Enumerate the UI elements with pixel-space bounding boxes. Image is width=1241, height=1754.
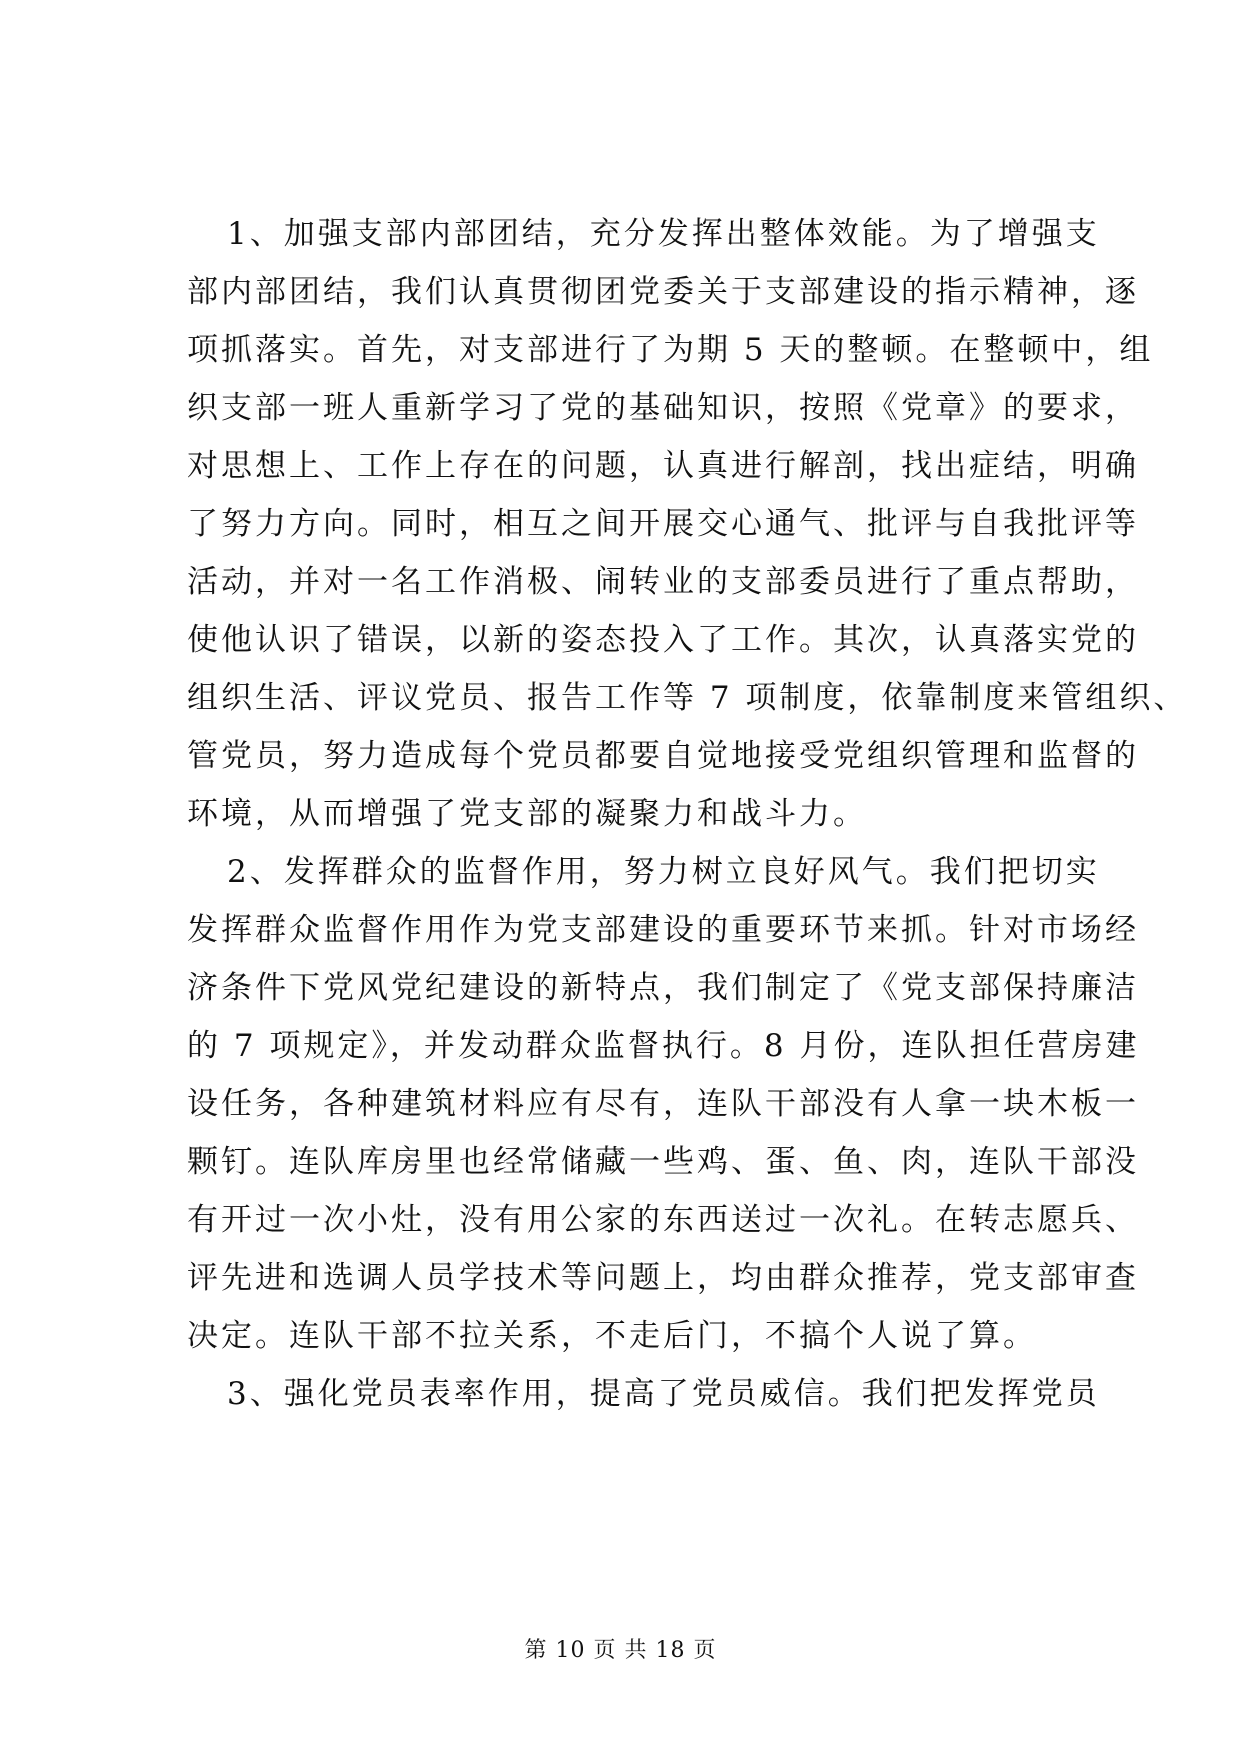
paragraph-2-line-8: 评先进和选调人员学技术等问题上，均由群众推荐，党支部审查 bbox=[187, 1260, 1139, 1296]
page-footer: 第 10 页 共 18 页 bbox=[524, 1638, 717, 1663]
paragraph-2-line-5: 设任务，各种建筑材料应有尽有，连队干部没有人拿一块木板一 bbox=[187, 1086, 1139, 1122]
paragraph-2-line-1: 2、发挥群众的监督作用，努力树立良好风气。我们把切实 bbox=[227, 854, 1100, 890]
paragraph-1-line-7: 活动，并对一名工作消极、闹转业的支部委员进行了重点帮助， bbox=[187, 564, 1139, 600]
paragraph-2-line-3: 济条件下党风党纪建设的新特点，我们制定了《党支部保持廉洁 bbox=[187, 970, 1139, 1006]
paragraph-1-line-3: 项抓落实。首先，对支部进行了为期 5 天的整顿。在整顿中，组 bbox=[187, 332, 1154, 368]
paragraph-3-line-1: 3、强化党员表率作用，提高了党员威信。我们把发挥党员 bbox=[227, 1376, 1100, 1412]
paragraph-2-line-9: 决定。连队干部不拉关系，不走后门，不搞个人说了算。 bbox=[187, 1318, 1037, 1354]
paragraph-1-line-4: 织支部一班人重新学习了党的基础知识，按照《党章》的要求， bbox=[187, 390, 1139, 426]
paragraph-1-line-5: 对思想上、工作上存在的问题，认真进行解剖，找出症结，明确 bbox=[187, 448, 1139, 484]
paragraph-2-line-7: 有开过一次小灶，没有用公家的东西送过一次礼。在转志愿兵、 bbox=[187, 1202, 1139, 1238]
paragraph-2-line-6: 颗钉。连队库房里也经常储藏一些鸡、蛋、鱼、肉，连队干部没 bbox=[187, 1144, 1139, 1180]
paragraph-1-line-1: 1、加强支部内部团结，充分发挥出整体效能。为了增强支 bbox=[227, 216, 1100, 252]
paragraph-1-line-9: 组织生活、评议党员、报告工作等 7 项制度，依靠制度来管组织、 bbox=[187, 680, 1188, 716]
paragraph-1-line-6: 了努力方向。同时，相互之间开展交心通气、批评与自我批评等 bbox=[187, 506, 1139, 542]
paragraph-1-line-11: 环境，从而增强了党支部的凝聚力和战斗力。 bbox=[187, 796, 867, 832]
paragraph-2-line-4: 的 7 项规定》，并发动群众监督执行。8 月份，连队担任营房建 bbox=[187, 1028, 1140, 1064]
paragraph-2-line-2: 发挥群众监督作用作为党支部建设的重要环节来抓。针对市场经 bbox=[187, 912, 1139, 948]
paragraph-1-line-2: 部内部团结，我们认真贯彻团党委关于支部建设的指示精神，逐 bbox=[187, 274, 1139, 310]
paragraph-1-line-10: 管党员，努力造成每个党员都要自觉地接受党组织管理和监督的 bbox=[187, 738, 1139, 774]
paragraph-1-line-8: 使他认识了错误，以新的姿态投入了工作。其次，认真落实党的 bbox=[187, 622, 1139, 658]
